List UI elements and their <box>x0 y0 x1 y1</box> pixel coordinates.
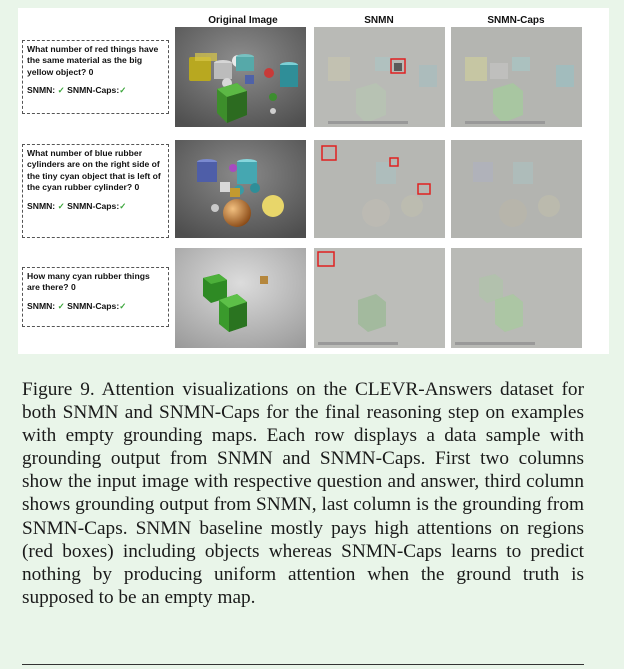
snmn-label: SNMN: <box>27 85 56 96</box>
check-icon: ✓ <box>57 85 65 96</box>
answer-line <box>27 201 164 212</box>
snmn-label: SNMN: <box>27 200 56 211</box>
original-image-row-2 <box>175 140 306 238</box>
snmn-label: SNMN: <box>27 300 56 311</box>
answer-line <box>27 301 164 312</box>
snmn-attention-map-row-1 <box>314 27 445 127</box>
check-icon: ✓ <box>119 300 127 311</box>
snmn-attention-map-row-2 <box>314 140 445 238</box>
check-icon: ✓ <box>57 300 65 311</box>
snmn-caps-attention-map-row-1 <box>451 27 582 127</box>
snmn-caps-label: SNMN-Caps: <box>67 200 120 211</box>
snmn-caps-label: SNMN-Caps: <box>67 300 120 311</box>
check-icon: ✓ <box>119 85 127 96</box>
original-image-row-1 <box>175 27 306 127</box>
header-snmn: SNMN <box>364 15 394 26</box>
snmn-attention-map-row-3 <box>314 248 445 348</box>
original-image-row-3 <box>175 248 306 348</box>
check-icon: ✓ <box>57 200 65 211</box>
snmn-caps-attention-map-row-2 <box>451 140 582 238</box>
figure-panel <box>18 8 609 354</box>
question-box-row-2 <box>22 144 169 238</box>
figure-caption: Figure 9. Attention visualizations on the CLEVR-Answers dataset for both SNMN and SNMN-Caps for the final reasoning step on examples with empty grounding maps. Each row displays a data sample with grounding output from SNMN and SNMN-Caps. First two columns show the input image with respective question and answer, third column shows grounding output from SNMN, last column is the grounding from SNMN-Caps. SNMN baseline mostly pays high attentions on regions (red boxes) including objects whereas SNMN-Caps learns to predict nothing by producing uniform attention when the ground truth is supposed to be an empty map. <box>22 379 584 608</box>
check-icon: ✓ <box>119 200 127 211</box>
question-text: What number of red things have the same material as the big yellow object? 0 <box>27 44 159 77</box>
question-text: What number of blue rubber cylinders are on the right side of the tiny cyan object that is left of the cyan rubber cylinder? 0 <box>27 148 161 193</box>
snmn-caps-label: SNMN-Caps: <box>67 85 120 96</box>
divider <box>22 664 584 665</box>
question-text: How many cyan rubber things are there? 0 <box>27 271 150 293</box>
snmn-caps-attention-map-row-3 <box>451 248 582 348</box>
header-original-image: Original Image <box>208 15 278 26</box>
question-box-row-3 <box>22 267 169 327</box>
header-snmn-caps: SNMN-Caps <box>487 15 545 26</box>
question-box-row-1 <box>22 40 169 114</box>
answer-line <box>27 85 164 96</box>
